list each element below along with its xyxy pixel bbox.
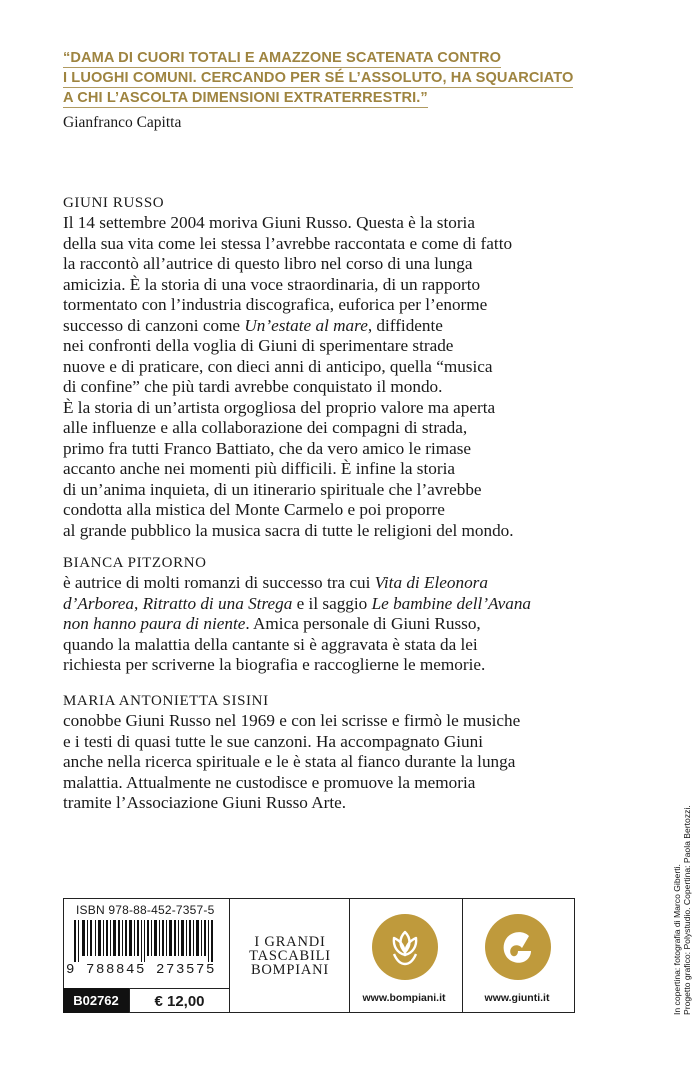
text-line (63, 614, 563, 635)
text-line (63, 336, 563, 357)
text-line (63, 711, 563, 732)
text-segment: anche nella ricerca spirituale e le è stata al fianco durante la lunga (63, 752, 516, 771)
text-segment: della sua vita come lei stessa l’avrebbe raccontata e come di fatto (63, 233, 513, 253)
text-line (63, 732, 563, 753)
series-logo (240, 935, 340, 977)
text-line (63, 377, 563, 398)
text-line (63, 635, 563, 656)
giunti-site: www.giunti.it (484, 992, 550, 1004)
italic-title: d’Arborea (63, 593, 134, 613)
italic-title: Le bambine dell’Avana (371, 593, 532, 613)
text-segment: e il saggio (292, 593, 372, 613)
product-code: B02762 (63, 988, 129, 1013)
section-title: MARIA ANTONIETTA SISINI (63, 693, 269, 709)
text-segment: è autrice di molti romanzi di successo tra cui (63, 573, 375, 592)
text-line (63, 316, 563, 337)
quote-author: Gianfranco Capitta (63, 114, 182, 131)
text-line (63, 480, 563, 501)
credit-line: Progetto grafico: Polystudio. Copertina: Paola Bertozzi. (682, 805, 692, 1015)
text-line (63, 573, 563, 594)
text-line (63, 295, 563, 316)
quote-line: A CHI L’ASCOLTA DIMENSIONI EXTRATERRESTRI.” (63, 90, 428, 106)
text-segment: quando la malattia della cantante si è aggravata è stata da lei (63, 634, 478, 654)
text-segment: nuove e di praticare, con dieci anni di anticipo, quella “musica (63, 356, 493, 376)
text-line (63, 793, 563, 814)
text-line (63, 594, 563, 615)
cover-credits (672, 805, 692, 1015)
text-segment: richiesta per scriverne la biografia e raccoglierne le memorie. (63, 655, 486, 674)
text-segment: e i testi di quasi tutte le sue canzoni. Ha accompagnato Giuni (63, 731, 484, 751)
text-segment: di un’anima inquieta, di un itinerario spirituale che l’avrebbe (63, 479, 482, 499)
text-line (63, 398, 563, 419)
text-segment: malattia. Attualmente ne custodisce e promuove la memoria (63, 772, 476, 792)
series-line: I GRANDI (254, 934, 326, 950)
quote-line: I LUOGHI COMUNI. CERCANDO PER SÉ L’ASSOLUTO, HA SQUARCIATO (63, 70, 574, 86)
text-line (63, 752, 563, 773)
section-title: GIUNI RUSSO (63, 195, 165, 211)
text-segment: conobbe Giuni Russo nel 1969 e con lei scrisse e firmò le musiche (63, 711, 521, 730)
text-segment: successo di canzoni come (63, 315, 245, 335)
italic-title: Un’estate al mare (244, 315, 368, 335)
barcode-digits: 9 788845 273575 (66, 962, 217, 978)
isbn-text: ISBN 978-88-452-7357-5 (76, 903, 215, 917)
text-line (63, 773, 563, 794)
text-line (63, 418, 563, 439)
text-segment: Il 14 settembre 2004 moriva Giuni Russo. Questa è la storia (63, 213, 475, 232)
italic-title: non hanno paura di niente (63, 614, 246, 633)
text-segment: condotta alla mistica del Monte Carmelo e poi proporre (63, 500, 445, 519)
italic-title: Vita di Eleonora (374, 573, 488, 592)
barcode-icon (74, 920, 224, 962)
text-segment: amicizia. È la storia di una voce straordinaria, di un rapporto (63, 274, 481, 294)
series-line: TASCABILI (249, 948, 331, 964)
text-segment: di confine” che più tardi avrebbe conquistato il mondo. (63, 377, 443, 396)
text-line (63, 275, 563, 296)
text-segment: la raccontò all’autrice di questo libro nel corso di una lunga (63, 254, 473, 273)
text-segment: tramite l’Associazione Giuni Russo Arte. (63, 793, 347, 812)
text-line (63, 254, 563, 275)
text-segment: nei confronti della voglia di Giuni di sperimentare strade (63, 336, 454, 355)
bompiani-flower-icon (372, 914, 438, 980)
text-segment: È la storia di un’artista orgogliosa del proprio valore ma aperta (63, 397, 496, 417)
text-segment: al grande pubblico la musica sacra di tutte le religioni del mondo. (63, 520, 514, 540)
text-line (63, 213, 563, 234)
quote-block (63, 48, 623, 132)
quote-line: “DAMA DI CUORI TOTALI E AMAZZONE SCATENATA CONTRO (63, 50, 502, 66)
section-bianca-pitzorno (63, 553, 563, 676)
section-maria-antonietta-sisini (63, 691, 563, 814)
bompiani-site: www.bompiani.it (362, 992, 446, 1004)
text-line (63, 234, 563, 255)
text-segment: primo fra tutti Franco Battiato, che da vero amico le rimase (63, 438, 472, 458)
italic-title: Ritratto di una Strega (142, 593, 293, 613)
text-segment: , (133, 593, 143, 613)
text-line (63, 500, 563, 521)
text-line (63, 439, 563, 460)
series-line: BOMPIANI (250, 962, 330, 978)
text-segment: accanto anche nei momenti più difficili. È infine la storia (63, 459, 455, 478)
text-segment: alle influenze e alla collaborazione dei compagni di strada, (63, 418, 468, 437)
text-line (63, 655, 563, 676)
text-segment: tormentato con l’industria discografica, euforica per l’enorme (63, 295, 488, 314)
section-giuni-russo (63, 193, 563, 541)
text-line (63, 357, 563, 378)
price: € 12,00 (129, 988, 229, 1013)
section-title: BIANCA PITZORNO (63, 555, 207, 571)
credit-line: In copertina: fotografia di Marco Giberti. (672, 864, 682, 1015)
text-line (63, 459, 563, 480)
text-line (63, 521, 563, 542)
giunti-swirl-icon (485, 914, 551, 980)
text-segment: , diffidente (367, 315, 443, 335)
divider (229, 898, 230, 1013)
text-segment: . Amica personale di Giuni Russo, (245, 614, 481, 633)
